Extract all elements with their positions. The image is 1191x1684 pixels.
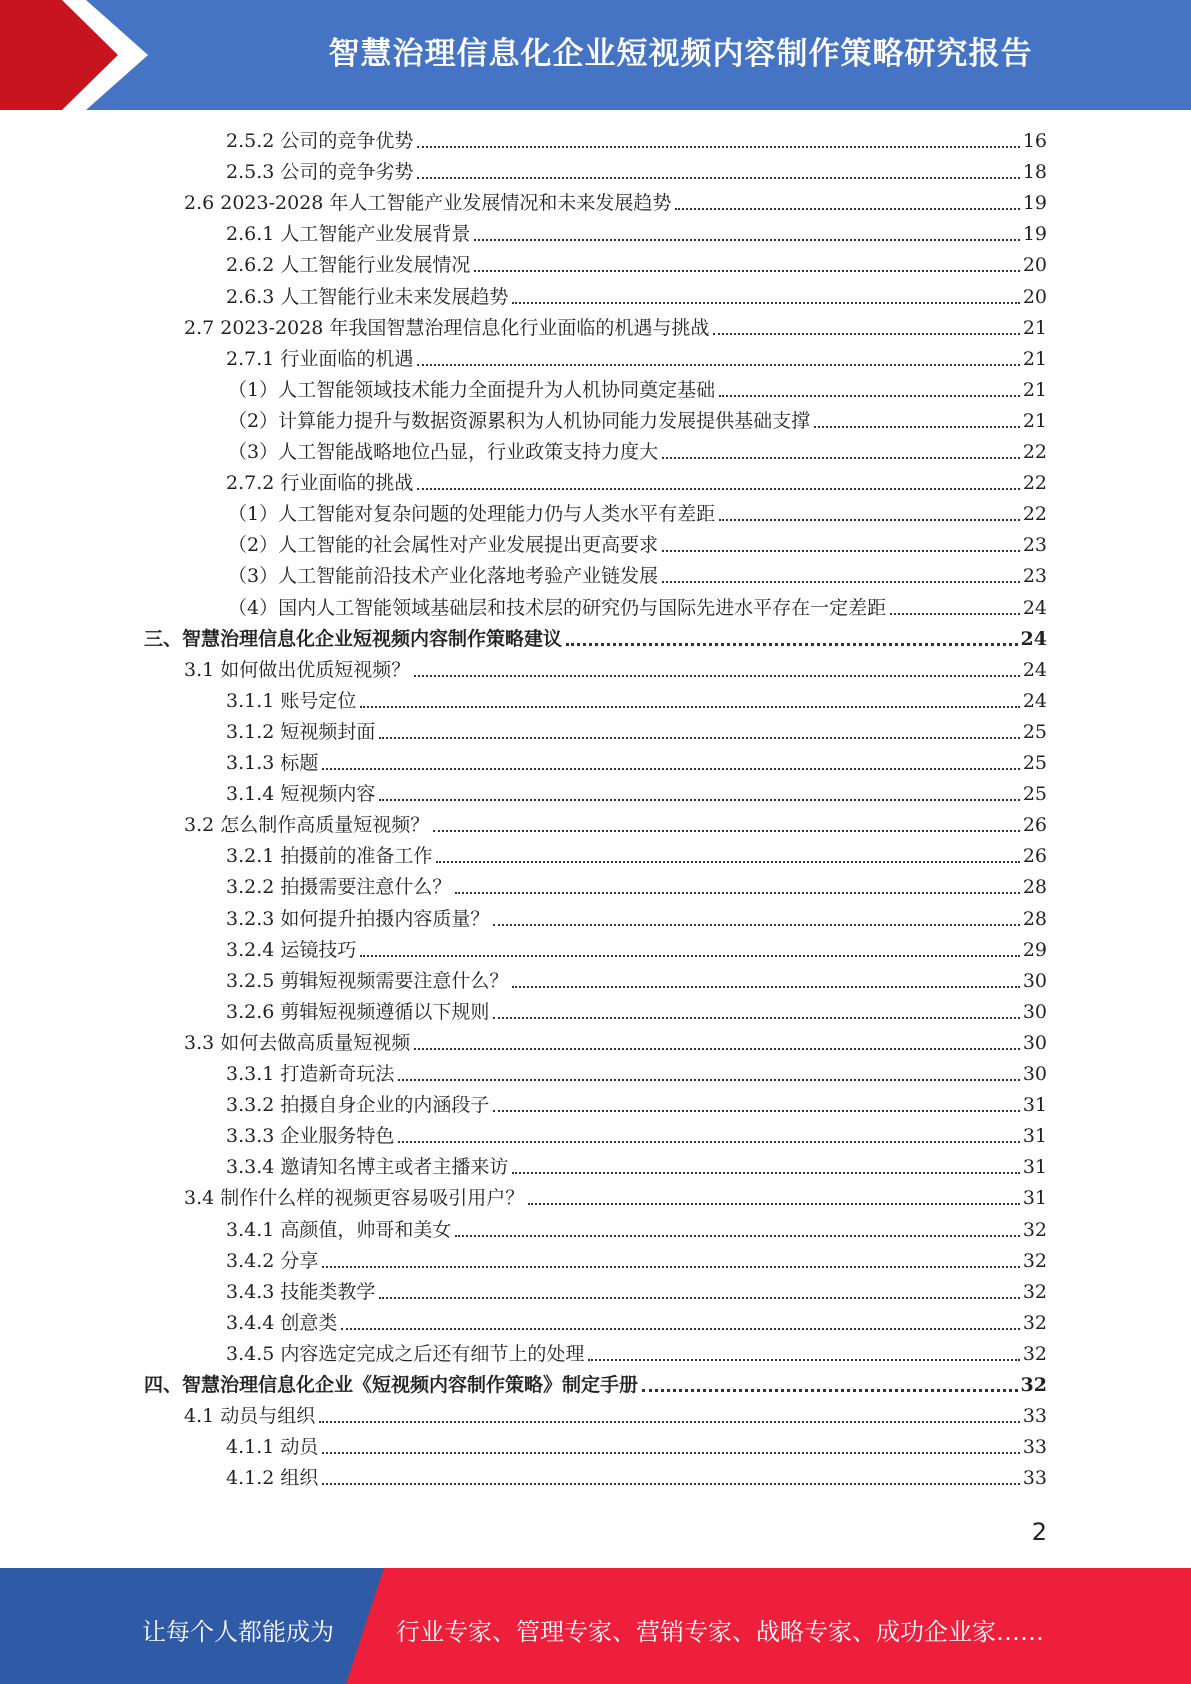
toc-dot-leader (414, 675, 1020, 677)
toc-dot-leader (642, 1389, 1018, 1392)
toc-entry-title: 3.3.1 打造新奇玩法 (226, 1063, 395, 1085)
toc-entry-page: 29 (1022, 938, 1047, 961)
toc-entry[interactable] (226, 967, 1047, 995)
toc-entry-title: 3.3.3 企业服务特色 (226, 1125, 395, 1148)
toc-entry[interactable] (226, 1091, 1047, 1119)
toc-entry-page: 25 (1022, 783, 1047, 806)
toc-entry-title: 三、智慧治理信息化企业短视频内容制作策略建议 (144, 627, 563, 650)
toc-entry-page: 22 (1022, 503, 1047, 526)
toc-entry[interactable] (226, 1216, 1047, 1244)
toc-entry-page: 23 (1022, 565, 1047, 588)
toc-entry-page: 21 (1022, 378, 1047, 401)
toc-entry-title: 四、智慧治理信息化企业《短视频内容制作策略》制定手册 (144, 1374, 639, 1396)
toc-dot-leader (566, 643, 1018, 646)
toc-dot-leader (360, 706, 1019, 708)
toc-entry[interactable] (226, 1247, 1047, 1275)
toc-entry-page: 19 (1022, 192, 1047, 215)
toc-entry-page: 25 (1022, 752, 1047, 774)
toc-dot-leader (417, 177, 1019, 179)
toc-entry-title: 3.2.5 剪辑短视频需要注意什么？ (226, 969, 509, 992)
toc-entry-title: 3.4.4 创意类 (226, 1311, 338, 1334)
toc-dot-leader (322, 768, 1019, 770)
toc-entry-page: 33 (1022, 1405, 1047, 1428)
toc-dot-leader (493, 924, 1019, 926)
toc-entry-page: 30 (1022, 969, 1047, 992)
toc-entry[interactable] (226, 1433, 1047, 1461)
toc-entry-title: 2.5.2 公司的竞争优势 (226, 130, 414, 152)
toc-entry[interactable] (226, 1278, 1047, 1306)
toc-entry-page: 21 (1022, 409, 1047, 432)
toc-entry-page: 18 (1022, 161, 1047, 184)
toc-dot-leader (417, 488, 1019, 490)
toc-entry-title: 3.3.4 邀请知名博主或者主播来访 (226, 1156, 509, 1179)
toc-dot-leader (493, 1110, 1019, 1112)
toc-dot-leader (528, 1203, 1020, 1205)
toc-dot-leader (379, 1297, 1019, 1299)
toc-entry-title: 3.1 如何做出优质短视频？ (184, 658, 411, 681)
toc-entry-page: 24 (1022, 658, 1047, 681)
toc-entry-page: 28 (1022, 907, 1047, 930)
toc-dot-leader (455, 1235, 1019, 1237)
toc-dot-leader (322, 1266, 1019, 1268)
toc-dot-leader (512, 302, 1019, 304)
toc-entry[interactable] (184, 656, 1047, 684)
toc-entry-title: （4）国内人工智能领域基础层和技术层的研究仍与国际先进水平存在一定差距 (228, 596, 887, 619)
toc-entry-title: 4.1 动员与组织 (184, 1405, 316, 1428)
toc-entry-title: 3.1.2 短视频封面 (226, 720, 376, 743)
toc-dot-leader (417, 146, 1019, 148)
toc-entry-title: （3）人工智能战略地位凸显，行业政策支持力度大 (228, 441, 659, 463)
toc-dot-leader (662, 581, 1020, 583)
toc-entry[interactable] (228, 438, 1047, 466)
toc-entry[interactable] (226, 687, 1047, 715)
toc-entry-page: 26 (1022, 814, 1047, 837)
footer-slogan-right: 行业专家、管理专家、营销专家、战略专家、成功企业家…… (396, 1618, 1044, 1646)
toc-dot-leader (493, 1017, 1019, 1019)
toc-entry-page: 32 (1022, 1280, 1047, 1303)
toc-dot-leader (398, 1079, 1019, 1081)
toc-entry[interactable] (144, 1371, 1047, 1399)
toc-entry-page: 30 (1022, 1063, 1047, 1085)
toc-entry[interactable] (226, 780, 1047, 808)
toc-entry-title: （2）计算能力提升与数据资源累积为人机协同能力发展提供基础支撑 (228, 409, 811, 432)
toc-entry-page: 32 (1020, 1374, 1047, 1396)
toc-dot-leader (455, 892, 1019, 894)
toc-entry-title: 3.3 如何去做高质量短视频 (184, 1031, 411, 1054)
toc-entry-page: 22 (1022, 472, 1047, 495)
toc-dot-leader (417, 364, 1019, 366)
page-number: 2 (1031, 1518, 1047, 1546)
toc-entry-page: 31 (1022, 1094, 1047, 1117)
toc-entry-title: 3.4.3 技能类教学 (226, 1280, 376, 1303)
toc-entry[interactable] (228, 407, 1047, 435)
toc-entry-title: 3.1.4 短视频内容 (226, 783, 376, 806)
toc-dot-leader (512, 986, 1019, 988)
toc-entry-page: 21 (1022, 347, 1047, 370)
toc-entry[interactable] (226, 998, 1047, 1026)
toc-entry-page: 32 (1022, 1342, 1047, 1365)
toc-entry-page: 26 (1022, 845, 1047, 868)
toc-entry-title: 3.2.2 拍摄需要注意什么？ (226, 876, 452, 899)
toc-entry[interactable] (226, 842, 1047, 870)
toc-dot-leader (675, 208, 1019, 210)
toc-dot-leader (360, 955, 1019, 957)
toc-entry-title: 3.1.3 标题 (226, 752, 319, 774)
toc-entry-title: 4.1.1 动员 (226, 1436, 319, 1459)
toc-entry[interactable] (226, 873, 1047, 901)
toc-entry[interactable] (226, 283, 1047, 311)
toc-entry[interactable] (226, 1464, 1047, 1492)
toc-entry-title: （2）人工智能的社会属性对产业发展提出更高要求 (228, 534, 659, 557)
toc-entry-title: 2.6 2023-2028 年人工智能产业发展情况和未来发展趋势 (184, 192, 672, 215)
toc-entry[interactable] (226, 127, 1047, 155)
toc-entry[interactable] (226, 469, 1047, 497)
toc-entry[interactable] (226, 1340, 1047, 1368)
toc-entry[interactable] (226, 1122, 1047, 1150)
toc-entry-page: 32 (1022, 1311, 1047, 1334)
toc-entry-title: 2.6.1 人工智能产业发展背景 (226, 223, 471, 246)
toc-entry-page: 31 (1022, 1156, 1047, 1179)
toc-entry-page: 28 (1022, 876, 1047, 899)
toc-entry-title: 3.4 制作什么样的视频更容易吸引用户？ (184, 1187, 525, 1210)
toc-entry-page: 22 (1022, 441, 1047, 463)
toc-entry[interactable] (226, 1309, 1047, 1337)
toc-dot-leader (814, 426, 1020, 428)
toc-entry-title: （1）人工智能对复杂问题的处理能力仍与人类水平有差距 (228, 503, 716, 526)
toc-entry[interactable] (184, 811, 1047, 839)
toc-entry-page: 31 (1022, 1187, 1047, 1210)
header-banner (0, 0, 1191, 110)
toc-entry-page: 24 (1022, 689, 1047, 712)
toc-entry-title: 4.1.2 组织 (226, 1467, 319, 1490)
toc-entry-page: 20 (1022, 254, 1047, 277)
toc-dot-leader (414, 1048, 1020, 1050)
toc-entry-page: 32 (1022, 1249, 1047, 1272)
toc-entry[interactable] (228, 500, 1047, 528)
toc-dot-leader (890, 613, 1020, 615)
toc-dot-leader (379, 737, 1019, 739)
toc-entry[interactable] (226, 220, 1047, 248)
toc-dot-leader (713, 333, 1019, 335)
toc-entry-page: 20 (1022, 285, 1047, 308)
toc-entry[interactable] (184, 1184, 1047, 1212)
toc-entry-title: 3.1.1 账号定位 (226, 689, 357, 712)
toc-dot-leader (341, 1328, 1019, 1330)
toc-entry-page: 21 (1022, 316, 1047, 339)
header-arrow-decoration (0, 0, 160, 110)
toc-dot-leader (379, 799, 1019, 801)
toc-entry-page: 25 (1022, 720, 1047, 743)
toc-entry-page: 33 (1022, 1467, 1047, 1490)
toc-entry[interactable] (226, 905, 1047, 933)
toc-entry-title: 3.2 怎么制作高质量短视频？ (184, 814, 430, 837)
toc-dot-leader (436, 861, 1019, 863)
toc-entry-title: 3.4.5 内容选定完成之后还有细节上的处理 (226, 1342, 585, 1365)
toc-entry[interactable] (184, 314, 1047, 342)
toc-entry[interactable] (226, 1153, 1047, 1181)
toc-entry[interactable] (228, 376, 1047, 404)
toc-entry-title: 2.7 2023-2028 年我国智慧治理信息化行业面临的机遇与挑战 (184, 316, 710, 339)
toc-entry-title: 3.2.6 剪辑短视频遵循以下规则 (226, 1000, 490, 1023)
toc-dot-leader (662, 457, 1020, 459)
toc-entry-title: 3.2.1 拍摄前的准备工作 (226, 845, 433, 868)
report-title: 智慧治理信息化企业短视频内容制作策略研究报告 (328, 36, 1033, 72)
toc-entry[interactable] (228, 594, 1047, 622)
toc-dot-leader (474, 239, 1019, 241)
toc-dot-leader (322, 1452, 1019, 1454)
toc-entry[interactable] (226, 345, 1047, 373)
toc-entry[interactable] (226, 158, 1047, 186)
toc-entry-title: （3）人工智能前沿技术产业化落地考验产业链发展 (228, 565, 659, 588)
footer-slogan-left: 让每个人都能成为 (142, 1618, 334, 1646)
toc-entry-title: 3.2.4 运镜技巧 (226, 938, 357, 961)
toc-entry[interactable] (228, 562, 1047, 590)
toc-entry-page: 24 (1022, 596, 1047, 619)
toc-dot-leader (588, 1359, 1019, 1361)
toc-dot-leader (398, 1141, 1019, 1143)
toc-entry-page: 32 (1022, 1218, 1047, 1241)
toc-entry-page: 19 (1022, 223, 1047, 246)
toc-dot-leader (319, 1421, 1020, 1423)
toc-dot-leader (662, 550, 1020, 552)
toc-entry-title: 3.4.1 高颜值，帅哥和美女 (226, 1218, 452, 1241)
toc-entry-title: 3.4.2 分享 (226, 1249, 319, 1272)
toc-entry-page: 30 (1022, 1031, 1047, 1054)
toc-entry-title: （1）人工智能领域技术能力全面提升为人机协同奠定基础 (228, 378, 716, 401)
toc-dot-leader (433, 830, 1020, 832)
toc-entry-page: 24 (1020, 627, 1047, 650)
toc-entry[interactable] (226, 718, 1047, 746)
toc-entry-title: 2.6.2 人工智能行业发展情况 (226, 254, 471, 277)
toc-entry-page: 31 (1022, 1125, 1047, 1148)
toc-entry-title: 3.3.2 拍摄自身企业的内涵段子 (226, 1094, 490, 1117)
toc-entry[interactable] (226, 749, 1047, 777)
toc-entry-title: 2.7.2 行业面临的挑战 (226, 472, 414, 495)
toc-dot-leader (474, 270, 1019, 272)
toc-entry[interactable] (226, 251, 1047, 279)
toc-entry[interactable] (144, 625, 1047, 653)
toc-entry-title: 2.5.3 公司的竞争劣势 (226, 161, 414, 184)
toc-entry[interactable] (184, 1402, 1047, 1430)
toc-entry[interactable] (228, 531, 1047, 559)
toc-entry-page: 30 (1022, 1000, 1047, 1023)
toc-entry[interactable] (184, 1029, 1047, 1057)
toc-entry[interactable] (184, 189, 1047, 217)
toc-entry-page: 33 (1022, 1436, 1047, 1459)
toc-entry-page: 23 (1022, 534, 1047, 557)
footer-banner (0, 1568, 1191, 1684)
toc-dot-leader (719, 395, 1020, 397)
toc-entry-title: 2.6.3 人工智能行业未来发展趋势 (226, 285, 509, 308)
toc-entry[interactable] (226, 936, 1047, 964)
toc-entry-title: 3.2.3 如何提升拍摄内容质量？ (226, 907, 490, 930)
toc-entry-page: 16 (1022, 130, 1047, 152)
toc-dot-leader (512, 1172, 1019, 1174)
toc-dot-leader (719, 519, 1020, 521)
toc-entry-title: 2.7.1 行业面临的机遇 (226, 347, 414, 370)
toc-dot-leader (322, 1483, 1019, 1485)
toc-entry[interactable] (226, 1060, 1047, 1088)
